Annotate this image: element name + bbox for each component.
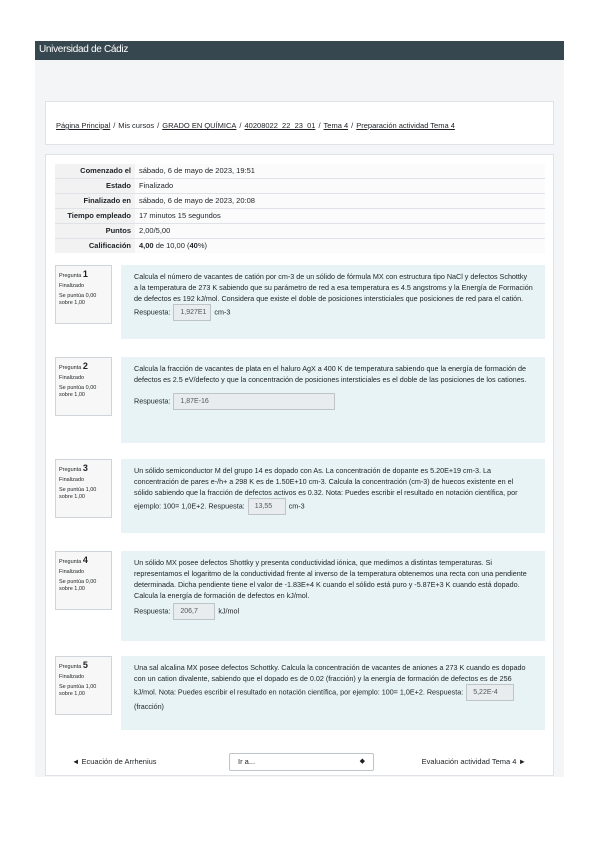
answer-field[interactable]: 206,7 [173,603,215,620]
question-info: Pregunta 5 Finalizado Se puntúa 1,00 sobre 1,00 [55,656,112,715]
select-caret-icon: ◆ [359,758,365,765]
jump-to-select[interactable] [229,753,374,771]
attempt-summary-table [55,164,545,253]
answer-field[interactable]: 1,87E-16 [173,393,335,410]
breadcrumb-home[interactable]: Página Principal [56,121,111,130]
answer-unit: (fracción) [134,702,164,711]
question-grade: Se puntúa 0,00 sobre 1,00 [59,385,97,398]
question-state: Finalizado [59,569,85,575]
summary-row-started: Comenzado el sábado, 6 de mayo de 2023, 19:51 [55,164,545,179]
summary-row-finished: Finalizado en sábado, 6 de mayo de 2023, 20:08 [55,194,545,209]
question-info: Pregunta 4 Finalizado Se puntúa 0,00 sobre 1,00 [55,551,112,610]
question-state: Finalizado [59,375,85,381]
answer-unit: cm-3 [214,307,231,317]
question-state: Finalizado [59,674,85,680]
top-navbar [35,41,564,60]
response-label: Respuesta: [134,606,171,616]
summary-row-time: Tiempo empleado 17 minutos 15 segundos [55,209,545,224]
question-content [121,357,545,443]
question-number: 3 [82,463,88,473]
jump-to-select-value: Ir a... [238,757,256,766]
response-label: Respuesta: [134,396,171,406]
answer-field[interactable]: 1,927E1 [173,304,211,321]
grade-score: 4,00 [139,241,154,250]
question-grade: Se puntúa 0,00 sobre 1,00 [59,293,97,306]
answer-unit: kJ/mol [218,606,240,616]
site-brand[interactable]: Universidad de Cádiz [39,44,129,55]
question-state: Finalizado [59,283,85,289]
question-number: 5 [82,660,88,670]
question-info: Pregunta 3 Finalizado Se puntúa 1,00 sobre 1,00 [55,459,112,518]
question-state: Finalizado [59,477,85,483]
question-text: Calcula el número de vacantes de catión por cm-3 de un sólido de fórmula MX con estructura tipo NaCl y defectos Schottky a la temperatura de 273 K sabiendo que su parámetro de red a esa temperatura es 4.5 angstroms y la Energía de Formación de defectos es 192 kJ/mol. Considera que existe el doble de posiciones intersticiales que posiciones de red para el catión. Respuesta: [134,272,533,317]
summary-row-state: Estado Finalizado [55,179,545,194]
answer-field[interactable]: 13,55 [248,498,286,515]
question-grade: Se puntúa 0,00 sobre 1,00 [59,579,97,592]
activity-navigation [72,753,532,773]
answer-unit: cm-3 [288,501,305,511]
question-text: Una sal alcalina MX posee defectos Schottky. Calcula la concentración de vacantes de aniones a 273 K cuando es dopado con un cation divalente, sabiendo que el dopado es de 0.02 (fracción) y la energía de formación de defectos es de 256 kJ/mol. Nota: Puedes escribir el resultado en notación científica, por ejemplo: 100= 1,0E+2. Respuesta: [134,663,526,697]
question-grade: Se puntúa 1,00 sobre 1,00 [59,487,97,500]
question-content [121,265,545,339]
question-text: Calcula la fracción de vacantes de plata en el haluro AgX a 400 K de temperatura sabiendo que la energía de formación de defectos es 2.5 eV/defecto y que la concentración de posiciones intersticiales es el doble de las posiciones de los cationes. [134,364,527,384]
answer-field[interactable]: 5,22E-4 [466,684,514,701]
question-info: Pregunta 1 Finalizado Se puntúa 0,00 sobre 1,00 [55,265,112,324]
question-text: Un sólido semiconductor M del grupo 14 es dopado con As. La concentración de dopante es 5.20E+19 cm-3. La concentración de pares e-/h+ a 298 K es de 1.50E+10 cm-3. Calcula la concentración (cm-3) de huecos existente en el sólido sabiendo que la fracción de defectos activos es 0.32. Nota: Puedes escribir el resultado en notación científica, por ejemplo: 100= 1,0E+2. Respuesta: [134,466,518,511]
question-number: 4 [82,555,88,565]
question-number: 1 [82,269,88,279]
summary-row-grade: Calificación 4,00 de 10,00 (40%) [55,239,545,254]
breadcrumb-my-courses: Mis cursos [118,121,155,130]
breadcrumb-course[interactable]: 40208022_22_23_01 [244,121,316,130]
summary-row-points: Puntos 2,00/5,00 [55,224,545,239]
question-grade: Se puntúa 1,00 sobre 1,00 [59,684,97,697]
breadcrumb: Página Principal / Mis cursos / GRADO EN QUÍMICA / 40208022_22_23_01 / Tema 4 / Preparación actividad Tema 4 [56,121,455,130]
question-text: Un sólido MX posee defectos Shottky y presenta conductividad iónica, que medimos a distintas temperaturas. Si representamos el logaritmo de la conductividad frente al inverso de la temperatura obtenemos una recta con una pendiente determinada. Dicha pendiente tiene el valor de -1.83E+4 K cuando el sólido está puro y -5.87E+3 K cuando está dopado. Calcula la energía de formación de defectos en kJ/mol. [134,558,527,600]
breadcrumb-topic[interactable]: Tema 4 [323,121,349,130]
question-content [121,459,545,533]
previous-activity-link[interactable]: ◄ Ecuación de Arrhenius [72,757,157,766]
grade-percent: 40 [189,241,198,250]
page-header [45,101,554,145]
question-info: Pregunta 2 Finalizado Se puntúa 0,00 sobre 1,00 [55,357,112,416]
question-content [121,551,545,641]
breadcrumb-degree[interactable]: GRADO EN QUÍMICA [162,121,237,130]
question-content [121,656,545,730]
next-activity-link[interactable]: Evaluación actividad Tema 4 ► [421,757,526,766]
question-number: 2 [82,361,88,371]
breadcrumb-activity[interactable]: Preparación actividad Tema 4 [356,121,455,130]
